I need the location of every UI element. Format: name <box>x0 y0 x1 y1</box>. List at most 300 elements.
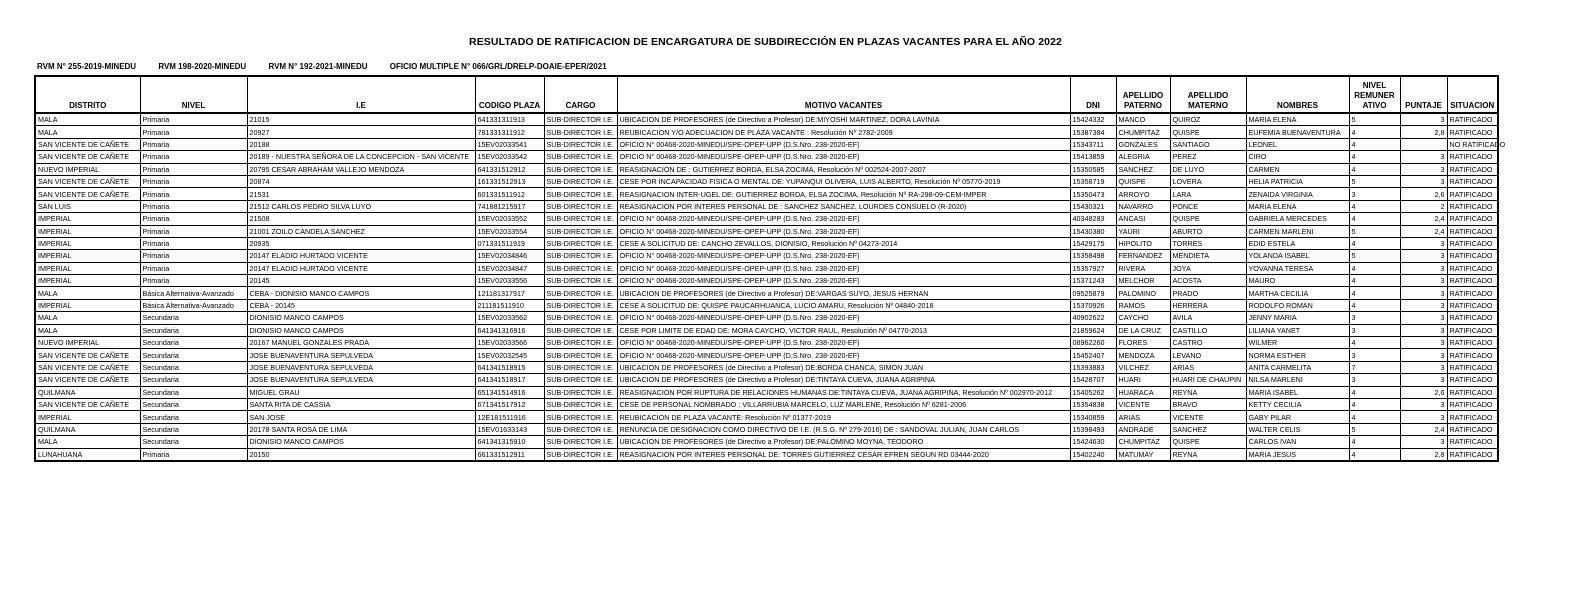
cell-cargo: SUB-DIRECTOR I.E. <box>544 324 617 336</box>
cell-codigo-plaza: 781331311912 <box>475 126 544 138</box>
cell-apellido-materno: JOYA <box>1170 262 1246 274</box>
cell-codigo-plaza: 641341518917 <box>475 374 544 386</box>
cell-cargo: SUB-DIRECTOR I.E. <box>544 113 617 126</box>
cell-codigo-plaza: 211181511910 <box>475 299 544 311</box>
cell-puntaje: 2,4 <box>1400 225 1447 237</box>
cell-nivel: Primaria <box>140 448 247 461</box>
cell-apellido-paterno: CHUMPITAZ <box>1116 126 1170 138</box>
table-row <box>35 299 1498 311</box>
table-row <box>35 163 1498 175</box>
cell-apellido-paterno: PALOMINO <box>1116 287 1170 299</box>
cell-nombres: MARIA ELENA <box>1246 113 1349 126</box>
cell-cargo: SUB-DIRECTOR I.E. <box>544 200 617 212</box>
cell-dni: 08962260 <box>1070 337 1116 349</box>
cell-nivel-remunerativo: 4 <box>1349 299 1400 311</box>
cell-motivo: OFICIO N° 00468-2020-MINEDU/SPE-OPEP-UPP (D.S.Nro. 238-2020-EF) <box>617 250 1070 262</box>
cell-apellido-materno: REYNA <box>1170 386 1246 398</box>
table-row <box>35 287 1498 299</box>
cell-apellido-paterno: CAYCHO <box>1116 312 1170 324</box>
cell-nivel-remunerativo: 4 <box>1349 213 1400 225</box>
reference-1: RVM N° 255-2019-MINEDU <box>37 62 137 71</box>
cell-motivo: UBICACION DE PROFESORES (de Directivo a Profesor) DE:VARGAS SUYO, JESUS HERNAN <box>617 287 1070 299</box>
cell-codigo-plaza: 15EV02033562 <box>475 312 544 324</box>
cell-nivel: Secundaria <box>140 349 247 361</box>
cell-cargo: SUB-DIRECTOR I.E. <box>544 337 617 349</box>
cell-cargo: SUB-DIRECTOR I.E. <box>544 436 617 448</box>
cell-apellido-materno: HUARI DE CHAUPIN <box>1170 374 1246 386</box>
cell-puntaje: 3 <box>1400 374 1447 386</box>
cell-apellido-materno: LARA <box>1170 188 1246 200</box>
cell-dni: 21859624 <box>1070 324 1116 336</box>
cell-codigo-plaza: 641341315910 <box>475 436 544 448</box>
cell-motivo: OFICIO N° 00468-2020-MINEDU/SPE-OPEP-UPP (D.S.Nro. 238-2020-EF) <box>617 349 1070 361</box>
cell-distrito: IMPERIAL <box>35 275 140 287</box>
cell-distrito: MALA <box>35 287 140 299</box>
cell-codigo-plaza: 15EV02032545 <box>475 349 544 361</box>
cell-apellido-materno: ARIAS <box>1170 361 1246 373</box>
cell-apellido-paterno: MANCO <box>1116 113 1170 126</box>
cell-distrito: MALA <box>35 436 140 448</box>
cell-dni: 15393883 <box>1070 361 1116 373</box>
cell-dni: 15429175 <box>1070 237 1116 249</box>
cell-situacion: RATIFICADO <box>1447 423 1498 435</box>
cell-motivo: CESE A SOLICITUD DE: CANCHO ZEVALLOS, DIONISIO, Resolución Nº 04273-2014 <box>617 237 1070 249</box>
col-cargo: CARGO <box>544 76 617 113</box>
cell-apellido-materno: QUISPE <box>1170 126 1246 138</box>
reference-4: OFICIO MULTIPLE N° 066/GRL/DRELP-DOAIE-EPER/2021 <box>389 62 607 71</box>
cell-ie: 21015 <box>247 113 475 126</box>
cell-distrito: SAN VICENTE DE CAÑETE <box>35 398 140 410</box>
col-puntaje: PUNTAJE <box>1400 76 1447 113</box>
cell-nombres: MARIA ISABEL <box>1246 386 1349 398</box>
cell-motivo: REUBICACION DE PLAZA VACANTE: Resolución Nº 01377-2019 <box>617 411 1070 423</box>
cell-nivel-remunerativo: 4 <box>1349 262 1400 274</box>
cell-codigo-plaza: 15EV01633143 <box>475 423 544 435</box>
cell-nombres: MAURO <box>1246 275 1349 287</box>
cell-apellido-materno: SANTIAGO <box>1170 138 1246 150</box>
cell-ie: 20927 <box>247 126 475 138</box>
cell-dni: 15405262 <box>1070 386 1116 398</box>
cell-nombres: MARTHA CECILIA <box>1246 287 1349 299</box>
cell-cargo: SUB-DIRECTOR I.E. <box>544 250 617 262</box>
cell-codigo-plaza: 15EV02034846 <box>475 250 544 262</box>
cell-nivel: Primaria <box>140 113 247 126</box>
cell-ie: DIONISIO MANCO CAMPOS <box>247 324 475 336</box>
cell-nombres: CIRO <box>1246 151 1349 163</box>
cell-nombres: ANITA CARMELITA <box>1246 361 1349 373</box>
cell-ie: 20150 <box>247 448 475 461</box>
cell-codigo-plaza: 671341517912 <box>475 398 544 410</box>
cell-apellido-paterno: ARIAS <box>1116 411 1170 423</box>
cell-nivel-remunerativo: 4 <box>1349 411 1400 423</box>
cell-nivel-remunerativo: 4 <box>1349 287 1400 299</box>
cell-apellido-paterno: HUARI <box>1116 374 1170 386</box>
col-apellido-materno: APELLIDO MATERNO <box>1170 76 1246 113</box>
cell-codigo-plaza: 15EV02033554 <box>475 225 544 237</box>
cell-apellido-materno: TORRES <box>1170 237 1246 249</box>
cell-distrito: SAN VICENTE DE CAÑETE <box>35 349 140 361</box>
col-ie: I.E <box>247 76 475 113</box>
cell-nombres: WALTER CELIS <box>1246 423 1349 435</box>
cell-distrito: MALA <box>35 312 140 324</box>
cell-nombres: CARMEN MARLENI <box>1246 225 1349 237</box>
cell-codigo-plaza: 661331512911 <box>475 448 544 461</box>
cell-motivo: CESE POR LIMITE DE EDAD DE: MORA CAYCHO, VICTOR RAUL, Resolución Nº 04770-2013 <box>617 324 1070 336</box>
cell-puntaje: 3 <box>1400 250 1447 262</box>
cell-nivel-remunerativo: 4 <box>1349 275 1400 287</box>
col-nivel-remunerativo: NIVEL REMUNER ATIVO <box>1349 76 1400 113</box>
cell-nivel: Primaria <box>140 225 247 237</box>
cell-puntaje: 3 <box>1400 275 1447 287</box>
table-row <box>35 188 1498 200</box>
cell-situacion: RATIFICADO <box>1447 386 1498 398</box>
cell-nombres: CARLOS IVAN <box>1246 436 1349 448</box>
cell-codigo-plaza: 741881215917 <box>475 200 544 212</box>
cell-cargo: SUB-DIRECTOR I.E. <box>544 262 617 274</box>
cell-situacion: RATIFICADO <box>1447 151 1498 163</box>
cell-apellido-paterno: ALEGRIA <box>1116 151 1170 163</box>
cell-nivel: Secundaria <box>140 398 247 410</box>
cell-nivel: Primaria <box>140 200 247 212</box>
cell-motivo: OFICIO N° 00468-2020-MINEDU/SPE-OPEP-UPP (D.S.Nro. 238-2020-EF) <box>617 337 1070 349</box>
cell-situacion: RATIFICADO <box>1447 349 1498 361</box>
cell-cargo: SUB-DIRECTOR I.E. <box>544 213 617 225</box>
table-row <box>35 423 1498 435</box>
cell-ie: 20874 <box>247 175 475 187</box>
cell-ie: SAN JOSE <box>247 411 475 423</box>
cell-nivel: Primaria <box>140 275 247 287</box>
table-row <box>35 126 1498 138</box>
table-row <box>35 349 1498 361</box>
cell-apellido-materno: AVILA <box>1170 312 1246 324</box>
cell-apellido-paterno: ANDRADE <box>1116 423 1170 435</box>
cell-distrito: SAN LUIS <box>35 200 140 212</box>
cell-nivel: Secundaria <box>140 436 247 448</box>
cell-situacion: RATIFICADO <box>1447 200 1498 212</box>
cell-cargo: SUB-DIRECTOR I.E. <box>544 287 617 299</box>
cell-ie: 20147 ELADIO HURTADO VICENTE <box>247 262 475 274</box>
cell-apellido-paterno: ARROYO <box>1116 188 1170 200</box>
cell-situacion: RATIFICADO <box>1447 250 1498 262</box>
cell-nivel-remunerativo: 7 <box>1349 361 1400 373</box>
cell-distrito: IMPERIAL <box>35 237 140 249</box>
cell-distrito: IMPERIAL <box>35 262 140 274</box>
cell-apellido-paterno: NAVARRO <box>1116 200 1170 212</box>
cell-ie: 20795 CESAR ABRAHAM VALLEJO MENDOZA <box>247 163 475 175</box>
col-situacion: SITUACION <box>1447 76 1498 113</box>
cell-distrito: MALA <box>35 126 140 138</box>
table-row <box>35 386 1498 398</box>
cell-codigo-plaza: 12E181511916 <box>475 411 544 423</box>
cell-motivo: OFICIO N° 00468-2020-MINEDU/SPE-OPEP-UPP (D.S.Nro. 238-2020-EF) <box>617 213 1070 225</box>
cell-distrito: QUILMANA <box>35 386 140 398</box>
cell-nivel-remunerativo: 4 <box>1349 237 1400 249</box>
cell-ie: 21531 <box>247 188 475 200</box>
cell-nombres: NORMA ESTHER <box>1246 349 1349 361</box>
table-row <box>35 275 1498 287</box>
cell-nivel: Primaria <box>140 163 247 175</box>
table-row <box>35 151 1498 163</box>
cell-distrito: SAN VICENTE DE CAÑETE <box>35 151 140 163</box>
cell-cargo: SUB-DIRECTOR I.E. <box>544 126 617 138</box>
cell-distrito: SAN VICENTE DE CAÑETE <box>35 138 140 150</box>
cell-situacion: RATIFICADO <box>1447 126 1498 138</box>
cell-cargo: SUB-DIRECTOR I.E. <box>544 299 617 311</box>
cell-nombres: CARMEN <box>1246 163 1349 175</box>
cell-codigo-plaza: 641331311913 <box>475 113 544 126</box>
cell-cargo: SUB-DIRECTOR I.E. <box>544 349 617 361</box>
cell-motivo: REASIGNACION INTER-UGEL DE: GUTIERREZ BORDA, ELSA ZOCIMA, Resolución Nº RA-298-09-CEM-IMPER <box>617 188 1070 200</box>
cell-codigo-plaza: 641331512912 <box>475 163 544 175</box>
cell-dni: 09525879 <box>1070 287 1116 299</box>
cell-codigo-plaza: 15EV02033542 <box>475 151 544 163</box>
cell-nivel: Secundaria <box>140 423 247 435</box>
table-row <box>35 398 1498 410</box>
cell-codigo-plaza: 15EV02033556 <box>475 275 544 287</box>
cell-nombres: MARIA JESUS <box>1246 448 1349 461</box>
cell-situacion: RATIFICADO <box>1447 436 1498 448</box>
cell-motivo: CESE DE PERSONAL NOMBRADO : VILLARRUBIA MARCELO, LUZ MARLENE, Resolución Nº 6281-2006 <box>617 398 1070 410</box>
cell-motivo: UBICACION DE PROFESORES (de Directivo a Profesor) DE:PALOMINO MOYNA, TEODORO <box>617 436 1070 448</box>
cell-situacion: RATIFICADO <box>1447 188 1498 200</box>
cell-apellido-paterno: MENDOZA <box>1116 349 1170 361</box>
cell-nivel: Primaria <box>140 250 247 262</box>
cell-puntaje: 2,6 <box>1400 188 1447 200</box>
cell-apellido-materno: VICENTE <box>1170 411 1246 423</box>
cell-nombres: YOLANDA ISABEL <box>1246 250 1349 262</box>
cell-distrito: LUNAHUANA <box>35 448 140 461</box>
cell-apellido-paterno: CHUMPITAZ <box>1116 436 1170 448</box>
table-body <box>35 113 1506 461</box>
cell-dni: 15387384 <box>1070 126 1116 138</box>
cell-motivo: OFICIO N° 00468-2020-MINEDU/SPE-OPEP-UPP (D.S.Nro. 238-2020-EF) <box>617 312 1070 324</box>
cell-apellido-materno: PEREZ <box>1170 151 1246 163</box>
cell-cargo: SUB-DIRECTOR I.E. <box>544 175 617 187</box>
cell-apellido-paterno: SANCHEZ <box>1116 163 1170 175</box>
cell-apellido-materno: CASTRO <box>1170 337 1246 349</box>
cell-ie: 21001 ZOILO CANDELA SANCHEZ <box>247 225 475 237</box>
cell-apellido-materno: SANCHEZ <box>1170 423 1246 435</box>
cell-nivel: Primaria <box>140 175 247 187</box>
cell-puntaje: 3 <box>1400 151 1447 163</box>
cell-nivel: Primaria <box>140 126 247 138</box>
cell-distrito: QUILMANA <box>35 423 140 435</box>
cell-motivo: REUBICACION Y/O ADECUACION DE PLAZA VACANTE : Resolución Nº 2782-2009 <box>617 126 1070 138</box>
table-row <box>35 436 1498 448</box>
cell-dni: 15370926 <box>1070 299 1116 311</box>
cell-apellido-paterno: GONZALES <box>1116 138 1170 150</box>
cell-nombres: HELIA PATRICIA <box>1246 175 1349 187</box>
cell-apellido-paterno: VICENTE <box>1116 398 1170 410</box>
cell-apellido-paterno: RIVERA <box>1116 262 1170 274</box>
cell-nivel-remunerativo: 4 <box>1349 151 1400 163</box>
cell-motivo: OFICIO N° 00468-2020-MINEDU/SPE-OPEP-UPP (D.S.Nro. 238-2020-EF) <box>617 262 1070 274</box>
cell-ie: SANTA RITA DE CASSIA <box>247 398 475 410</box>
cell-dni: 40348283 <box>1070 213 1116 225</box>
cell-dni: 15371243 <box>1070 275 1116 287</box>
cell-nombres: LILIANA YANET <box>1246 324 1349 336</box>
cell-dni: 15428707 <box>1070 374 1116 386</box>
cell-ie: 21508 <box>247 213 475 225</box>
cell-motivo: REASIGNACION POR INTERES PERSONAL DE : SANCHEZ SANCHEZ, LOURDES CONSUELO (R-2020) <box>617 200 1070 212</box>
cell-apellido-paterno: FERNANDEZ <box>1116 250 1170 262</box>
cell-puntaje: 2,4 <box>1400 423 1447 435</box>
cell-nombres: JENNY MARIA <box>1246 312 1349 324</box>
cell-dni: 15413859 <box>1070 151 1116 163</box>
col-apellido-paterno: APELLIDO PATERNO <box>1116 76 1170 113</box>
table-row <box>35 250 1498 262</box>
cell-apellido-paterno: ANCASI <box>1116 213 1170 225</box>
cell-cargo: SUB-DIRECTOR I.E. <box>544 374 617 386</box>
cell-ie: DIONISIO MANCO CAMPOS <box>247 312 475 324</box>
table-row <box>35 337 1498 349</box>
cell-motivo: OFICIO N° 00468-2020-MINEDU/SPE-OPEP-UPP (D.S.Nro. 238-2020-EF) <box>617 138 1070 150</box>
cell-cargo: SUB-DIRECTOR I.E. <box>544 275 617 287</box>
cell-dni: 15350473 <box>1070 188 1116 200</box>
cell-codigo-plaza: 601331511912 <box>475 188 544 200</box>
cell-nivel: Primaria <box>140 237 247 249</box>
cell-distrito: IMPERIAL <box>35 250 140 262</box>
cell-cargo: SUB-DIRECTOR I.E. <box>544 188 617 200</box>
cell-codigo-plaza: 15EV02033552 <box>475 213 544 225</box>
cell-dni: 15402240 <box>1070 448 1116 461</box>
cell-apellido-materno: HERRERA <box>1170 299 1246 311</box>
cell-nivel: Secundaria <box>140 386 247 398</box>
cell-situacion: RATIFICADO <box>1447 237 1498 249</box>
results-table <box>34 75 1506 462</box>
cell-apellido-materno: CASTILLO <box>1170 324 1246 336</box>
cell-apellido-materno: DE LUYO <box>1170 163 1246 175</box>
cell-nivel-remunerativo: 4 <box>1349 398 1400 410</box>
cell-situacion: RATIFICADO <box>1447 225 1498 237</box>
cell-dni: 15452407 <box>1070 349 1116 361</box>
cell-nivel: Primaria <box>140 213 247 225</box>
cell-puntaje: 3 <box>1400 163 1447 175</box>
table-row <box>35 448 1498 461</box>
cell-nombres: GABY PILAR <box>1246 411 1349 423</box>
cell-codigo-plaza: 15EV02034847 <box>475 262 544 274</box>
cell-apellido-materno: REYNA <box>1170 448 1246 461</box>
cell-dni: 15358498 <box>1070 250 1116 262</box>
table-row <box>35 312 1498 324</box>
cell-distrito: NUEVO IMPERIAL <box>35 163 140 175</box>
col-motivo: MOTIVO VACANTES <box>617 76 1070 113</box>
cell-nivel: Básica Alternativa-Avanzado <box>140 299 247 311</box>
table-row <box>35 213 1498 225</box>
cell-puntaje: 3 <box>1400 312 1447 324</box>
cell-apellido-paterno: VILCHEZ <box>1116 361 1170 373</box>
table-row <box>35 237 1498 249</box>
cell-puntaje: 3 <box>1400 299 1447 311</box>
cell-apellido-paterno: QUISPE <box>1116 175 1170 187</box>
cell-nombres: LEONEL <box>1246 138 1349 150</box>
cell-distrito: IMPERIAL <box>35 411 140 423</box>
cell-nivel-remunerativo: 4 <box>1349 386 1400 398</box>
cell-motivo: RENUNCIA DE DESIGNACION COMO DIRECTIVO DE I.E. (R.S.G. Nº 279-2016) DE : SANDOVAL JULIAN, JUAN CARLOS <box>617 423 1070 435</box>
cell-ie: 21512 CARLOS PEDRO SILVA LUYO <box>247 200 475 212</box>
cell-codigo-plaza: 641341518915 <box>475 361 544 373</box>
cell-ie: CEBA - DIONISIO MANCO CAMPOS <box>247 287 475 299</box>
col-nombres: NOMBRES <box>1246 76 1349 113</box>
cell-distrito: MALA <box>35 324 140 336</box>
cell-motivo: CESE A SOLICITUD DE: QUISPE PAUCARHUANCA, LUCIO AMARU, Resolución Nº 04840-2018 <box>617 299 1070 311</box>
cell-cargo: SUB-DIRECTOR I.E. <box>544 163 617 175</box>
cell-nombres: NILSA MARLENI <box>1246 374 1349 386</box>
cell-ie: 20188 <box>247 138 475 150</box>
col-dni: DNI <box>1070 76 1116 113</box>
cell-nombres: GABRIELA MERCEDES <box>1246 213 1349 225</box>
cell-apellido-paterno: HUARACA <box>1116 386 1170 398</box>
cell-nivel-remunerativo: 3 <box>1349 374 1400 386</box>
cell-nivel-remunerativo: 4 <box>1349 200 1400 212</box>
table-header-row <box>35 76 1498 113</box>
cell-dni: 15350585 <box>1070 163 1116 175</box>
cell-dni: 15430321 <box>1070 200 1116 212</box>
cell-puntaje: 3 <box>1400 436 1447 448</box>
cell-distrito: SAN VICENTE DE CAÑETE <box>35 361 140 373</box>
cell-ie: 20167 MANUEL GONZALES PRADA <box>247 337 475 349</box>
cell-nivel: Secundaria <box>140 374 247 386</box>
references-line <box>37 62 627 71</box>
cell-ie: MIGUEL GRAU <box>247 386 475 398</box>
cell-motivo: OFICIO N° 00468-2020-MINEDU/SPE-OPEP-UPP (D.S.Nro. 238-2020-EF) <box>617 151 1070 163</box>
cell-situacion: RATIFICADO <box>1447 163 1498 175</box>
cell-apellido-materno: LEVANO <box>1170 349 1246 361</box>
cell-puntaje: 3 <box>1400 361 1447 373</box>
cell-cargo: SUB-DIRECTOR I.E. <box>544 151 617 163</box>
cell-nivel-remunerativo: 5 <box>1349 225 1400 237</box>
cell-codigo-plaza: 121181317917 <box>475 287 544 299</box>
cell-cargo: SUB-DIRECTOR I.E. <box>544 448 617 461</box>
cell-apellido-materno: QUIROZ <box>1170 113 1246 126</box>
cell-nivel: Secundaria <box>140 324 247 336</box>
cell-nivel-remunerativo: 5 <box>1349 250 1400 262</box>
cell-puntaje: 2,4 <box>1400 213 1447 225</box>
cell-nivel-remunerativo: 5 <box>1349 113 1400 126</box>
cell-situacion: RATIFICADO <box>1447 275 1498 287</box>
cell-nivel-remunerativo: 5 <box>1349 175 1400 187</box>
cell-dni: 15343711 <box>1070 138 1116 150</box>
cell-nombres: MARIA ELENA <box>1246 200 1349 212</box>
cell-ie: 20145 <box>247 275 475 287</box>
table-row <box>35 361 1498 373</box>
cell-cargo: SUB-DIRECTOR I.E. <box>544 398 617 410</box>
cell-nivel: Primaria <box>140 262 247 274</box>
cell-ie: CEBA - 20145 <box>247 299 475 311</box>
cell-nivel: Primaria <box>140 188 247 200</box>
cell-situacion: RATIFICADO <box>1447 287 1498 299</box>
cell-apellido-paterno: RAMOS <box>1116 299 1170 311</box>
cell-nivel-remunerativo: 4 <box>1349 436 1400 448</box>
cell-apellido-materno: QUISPE <box>1170 213 1246 225</box>
cell-situacion: RATIFICADO <box>1447 175 1498 187</box>
cell-nombres: YOVANNA TERESA <box>1246 262 1349 274</box>
cell-nivel-remunerativo: 4 <box>1349 337 1400 349</box>
table-row <box>35 200 1498 212</box>
cell-apellido-materno: QUISPE <box>1170 436 1246 448</box>
cell-cargo: SUB-DIRECTOR I.E. <box>544 423 617 435</box>
cell-puntaje: 3 <box>1400 349 1447 361</box>
cell-apellido-materno: PONCE <box>1170 200 1246 212</box>
cell-motivo: UBICACION DE PROFESORES (de Directivo a Profesor) DE:TINTAYA CUEVA, JUANA AGRIPINA <box>617 374 1070 386</box>
cell-ie: 20935 <box>247 237 475 249</box>
cell-puntaje: 3 <box>1400 411 1447 423</box>
cell-puntaje: 3 <box>1400 113 1447 126</box>
cell-motivo: REASIGNACION POR RUPTURA DE RELACIONES HUMANAS DE:TINTAYA CUEVA, JUANA AGRIPINA, Resolución Nº 002970-2012 <box>617 386 1070 398</box>
cell-apellido-materno: LOVERA <box>1170 175 1246 187</box>
cell-puntaje: 3 <box>1400 337 1447 349</box>
reference-3: RVM N° 192-2021-MINEDU <box>268 62 368 71</box>
